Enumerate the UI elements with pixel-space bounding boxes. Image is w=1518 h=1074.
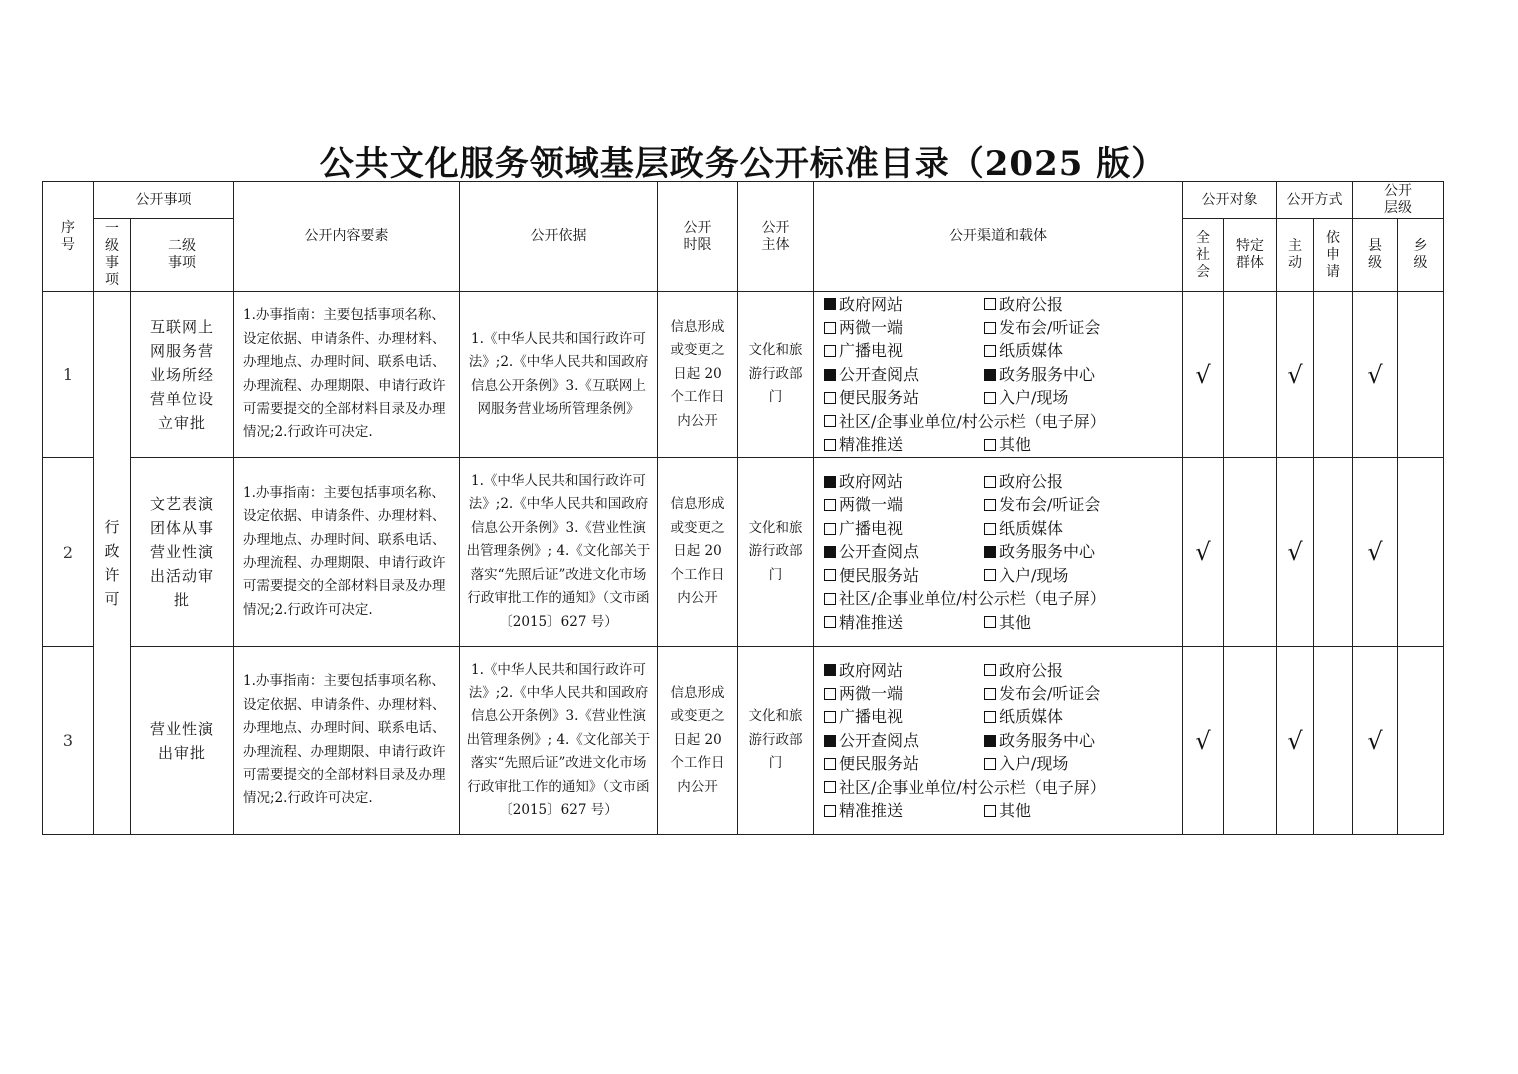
channel-option — [824, 363, 984, 386]
channel-label: 政府网站 — [839, 472, 904, 492]
row-subject: 文化和旅游行政部门 — [738, 647, 814, 835]
row-audience-all — [1183, 292, 1224, 458]
checked-box-icon — [824, 476, 836, 488]
channel-option — [824, 799, 984, 822]
header-audience-all: 全社会 — [1183, 219, 1224, 292]
channel-label: 精准推送 — [839, 801, 904, 821]
row-seq: 3 — [43, 647, 94, 835]
channel-option — [824, 386, 984, 409]
channel-option — [984, 493, 1183, 516]
channel-label: 广播电视 — [839, 518, 904, 538]
channel-option — [984, 799, 1183, 822]
unchecked-box-icon — [824, 392, 836, 404]
checked-box-icon — [984, 546, 996, 558]
channel-label: 两微一端 — [839, 317, 904, 337]
channel-option — [824, 470, 984, 493]
channel-label: 便民服务站 — [839, 754, 920, 774]
header-level-township: 乡级 — [1398, 219, 1444, 292]
header-basis: 公开依据 — [460, 182, 658, 292]
row-channels — [814, 647, 1183, 835]
channel-option — [824, 682, 984, 705]
row-channels — [814, 292, 1183, 458]
channel-label: 入户/现场 — [999, 565, 1069, 585]
row-mode-active — [1277, 292, 1314, 458]
channel-option — [984, 433, 1183, 456]
channel-label: 社区/企事业单位/村公示栏（电子屏） — [839, 589, 1106, 609]
checked-box-icon — [984, 369, 996, 381]
channel-label: 发布会/听证会 — [999, 495, 1101, 515]
check-mark-icon: √ — [1195, 360, 1211, 389]
row-subject: 文化和旅游行政部门 — [738, 292, 814, 458]
channel-label: 公开查阅点 — [839, 730, 920, 750]
unchecked-box-icon — [984, 805, 996, 817]
channel-label: 精准推送 — [839, 612, 904, 632]
channel-label: 发布会/听证会 — [999, 317, 1101, 337]
unchecked-box-icon — [824, 569, 836, 581]
row-channels — [814, 458, 1183, 647]
channel-option — [824, 564, 984, 587]
channel-option — [824, 752, 984, 775]
checked-box-icon — [824, 546, 836, 558]
channel-label: 政府网站 — [839, 294, 904, 314]
row-seq: 1 — [43, 292, 94, 458]
channel-label: 政府公报 — [999, 472, 1064, 492]
channel-label: 公开查阅点 — [839, 542, 920, 562]
check-mark-icon: √ — [1367, 538, 1383, 566]
table-row — [43, 458, 1444, 647]
channel-label: 政府网站 — [839, 660, 904, 680]
channel-option — [984, 517, 1183, 540]
checked-box-icon — [824, 664, 836, 676]
channel-option — [824, 705, 984, 728]
row-mode-active — [1277, 647, 1314, 835]
header-item1: 一级事项 — [94, 219, 131, 292]
channel-label: 政府公报 — [999, 294, 1064, 314]
channel-option — [824, 611, 984, 634]
header-mode-group: 公开方式 — [1277, 182, 1353, 219]
unchecked-box-icon — [984, 345, 996, 357]
channel-option — [984, 729, 1183, 752]
unchecked-box-icon — [824, 711, 836, 723]
row-seq: 2 — [43, 458, 94, 647]
row-time-limit: 信息形成或变更之日起 20 个工作日内公开 — [658, 292, 738, 458]
unchecked-box-icon — [824, 415, 836, 427]
channel-option — [984, 705, 1183, 728]
channel-option — [824, 410, 1183, 433]
channel-option — [984, 752, 1183, 775]
channel-label: 其他 — [999, 612, 1032, 632]
check-mark-icon: √ — [1287, 726, 1303, 755]
row-audience-specific — [1224, 292, 1277, 458]
channel-label: 纸质媒体 — [999, 707, 1064, 727]
header-level-county: 县级 — [1353, 219, 1398, 292]
catalog-table — [42, 181, 1444, 835]
row-subject: 文化和旅游行政部门 — [738, 458, 814, 647]
page-title: 公共文化服务领域基层政务公开标准目录（2025 版） — [319, 144, 1167, 184]
channel-label: 便民服务站 — [839, 565, 920, 585]
row-mode-active — [1277, 458, 1314, 647]
row-item2: 营业性演出审批 — [131, 647, 234, 835]
header-item2: 二级事项 — [131, 219, 234, 292]
channel-label: 社区/企事业单位/村公示栏（电子屏） — [839, 411, 1106, 431]
check-mark-icon: √ — [1287, 360, 1303, 389]
header-channels: 公开渠道和载体 — [814, 182, 1183, 292]
check-mark-icon: √ — [1367, 726, 1383, 755]
channel-label: 两微一端 — [839, 495, 904, 515]
channel-label: 两微一端 — [839, 683, 904, 703]
checked-box-icon — [984, 735, 996, 747]
channel-label: 发布会/听证会 — [999, 683, 1101, 703]
channel-label: 入户/现场 — [999, 388, 1069, 408]
unchecked-box-icon — [984, 688, 996, 700]
unchecked-box-icon — [824, 322, 836, 334]
check-mark-icon: √ — [1195, 726, 1211, 755]
channel-label: 入户/现场 — [999, 754, 1069, 774]
row-level-county — [1353, 292, 1398, 458]
row-audience-all — [1183, 647, 1224, 835]
channel-option — [984, 611, 1183, 634]
header-seq: 序号 — [43, 182, 94, 292]
channel-option — [824, 729, 984, 752]
channel-label: 精准推送 — [839, 435, 904, 455]
unchecked-box-icon — [984, 523, 996, 535]
check-mark-icon: √ — [1287, 538, 1303, 566]
channel-label: 公开查阅点 — [839, 364, 920, 384]
row-basis: 1.《中华人民共和国行政许可法》;2.《中华人民共和国政府信息公开条例》3.《营业性演出管理条例》; 4.《文化部关于落实“先照后证”改进文化市场行政审批工作的通知》（文市函〔2015〕627 号） — [460, 647, 658, 835]
channel-option — [984, 470, 1183, 493]
row-basis: 1.《中华人民共和国行政许可法》;2.《中华人民共和国政府信息公开条例》3.《互联网上网服务营业场所管理条例》 — [460, 292, 658, 458]
row-level-county — [1353, 458, 1398, 647]
row-audience-all — [1183, 458, 1224, 647]
row-audience-specific — [1224, 647, 1277, 835]
unchecked-box-icon — [984, 758, 996, 770]
unchecked-box-icon — [824, 439, 836, 451]
row-level-county — [1353, 647, 1398, 835]
channel-label: 广播电视 — [839, 707, 904, 727]
table-row — [43, 647, 1444, 835]
channel-option — [824, 540, 984, 563]
unchecked-box-icon — [984, 711, 996, 723]
channel-option — [984, 293, 1183, 316]
channel-label: 纸质媒体 — [999, 341, 1064, 361]
unchecked-box-icon — [824, 688, 836, 700]
row-item2: 互联网上网服务营业场所经营单位设立审批 — [131, 292, 234, 458]
row-content: 1.办事指南：主要包括事项名称、设定依据、申请条件、办理材料、办理地点、办理时间、联系电话、办理流程、办理期限、申请行政许可需要提交的全部材料目录及办理情况;2.行政许可决定. — [234, 292, 460, 458]
row-mode-request — [1314, 292, 1353, 458]
unchecked-box-icon — [824, 593, 836, 605]
header-mode-active: 主动 — [1277, 219, 1314, 292]
unchecked-box-icon — [984, 322, 996, 334]
check-mark-icon: √ — [1367, 360, 1383, 389]
row-mode-request — [1314, 647, 1353, 835]
unchecked-box-icon — [824, 345, 836, 357]
row-content: 1.办事指南：主要包括事项名称、设定依据、申请条件、办理材料、办理地点、办理时间、联系电话、办理流程、办理期限、申请行政许可需要提交的全部材料目录及办理情况;2.行政许可决定. — [234, 647, 460, 835]
channel-option — [824, 433, 984, 456]
check-mark-icon: √ — [1195, 538, 1211, 566]
unchecked-box-icon — [824, 616, 836, 628]
channel-option — [824, 339, 984, 362]
channel-label: 广播电视 — [839, 341, 904, 361]
row-level-township — [1398, 647, 1444, 835]
row-basis: 1.《中华人民共和国行政许可法》;2.《中华人民共和国政府信息公开条例》3.《营业性演出管理条例》; 4.《文化部关于落实“先照后证”改进文化市场行政审批工作的通知》（文市函〔2015〕627 号） — [460, 458, 658, 647]
channel-option — [824, 493, 984, 516]
header-subject: 公开主体 — [738, 182, 814, 292]
row-time-limit: 信息形成或变更之日起 20 个工作日内公开 — [658, 458, 738, 647]
checked-box-icon — [824, 735, 836, 747]
channel-label: 社区/企事业单位/村公示栏（电子屏） — [839, 777, 1106, 797]
unchecked-box-icon — [824, 781, 836, 793]
header-content: 公开内容要素 — [234, 182, 460, 292]
channel-option — [984, 339, 1183, 362]
channel-label: 其他 — [999, 801, 1032, 821]
row-content: 1.办事指南：主要包括事项名称、设定依据、申请条件、办理材料、办理地点、办理时间、联系电话、办理流程、办理期限、申请行政许可需要提交的全部材料目录及办理情况;2.行政许可决定. — [234, 458, 460, 647]
row-item2: 文艺表演团体从事营业性演出活动审批 — [131, 458, 234, 647]
checked-box-icon — [824, 298, 836, 310]
channel-option — [984, 540, 1183, 563]
table-row — [43, 292, 1444, 458]
channel-option — [824, 776, 1183, 799]
unchecked-box-icon — [824, 523, 836, 535]
channel-option — [984, 316, 1183, 339]
row-mode-request — [1314, 458, 1353, 647]
channel-option — [824, 587, 1183, 610]
unchecked-box-icon — [984, 439, 996, 451]
unchecked-box-icon — [984, 664, 996, 676]
header-mode-request: 依申请 — [1314, 219, 1353, 292]
checked-box-icon — [824, 369, 836, 381]
unchecked-box-icon — [984, 298, 996, 310]
row-level-township — [1398, 458, 1444, 647]
unchecked-box-icon — [984, 392, 996, 404]
channel-label: 纸质媒体 — [999, 518, 1064, 538]
channel-label: 便民服务站 — [839, 388, 920, 408]
item1-cell: 行政许可 — [94, 292, 131, 835]
header-level-group: 公开层级 — [1353, 182, 1444, 219]
unchecked-box-icon — [984, 616, 996, 628]
channel-option — [984, 659, 1183, 682]
channel-option — [824, 517, 984, 540]
unchecked-box-icon — [984, 476, 996, 488]
channel-option — [984, 564, 1183, 587]
channel-label: 政务服务中心 — [999, 730, 1096, 750]
row-time-limit: 信息形成或变更之日起 20 个工作日内公开 — [658, 647, 738, 835]
unchecked-box-icon — [824, 499, 836, 511]
unchecked-box-icon — [984, 499, 996, 511]
header-items-group: 公开事项 — [94, 182, 234, 219]
channel-option — [984, 682, 1183, 705]
header-audience-specific: 特定群体 — [1224, 219, 1277, 292]
channel-option — [824, 293, 984, 316]
unchecked-box-icon — [824, 805, 836, 817]
header-time-limit: 公开时限 — [658, 182, 738, 292]
channel-label: 政府公报 — [999, 660, 1064, 680]
row-audience-specific — [1224, 458, 1277, 647]
channel-label: 政务服务中心 — [999, 364, 1096, 384]
channel-option — [824, 659, 984, 682]
unchecked-box-icon — [824, 758, 836, 770]
channel-label: 其他 — [999, 435, 1032, 455]
row-level-township — [1398, 292, 1444, 458]
channel-option — [824, 316, 984, 339]
header-audience-group: 公开对象 — [1183, 182, 1277, 219]
channel-option — [984, 386, 1183, 409]
unchecked-box-icon — [984, 569, 996, 581]
channel-label: 政务服务中心 — [999, 542, 1096, 562]
channel-option — [984, 363, 1183, 386]
